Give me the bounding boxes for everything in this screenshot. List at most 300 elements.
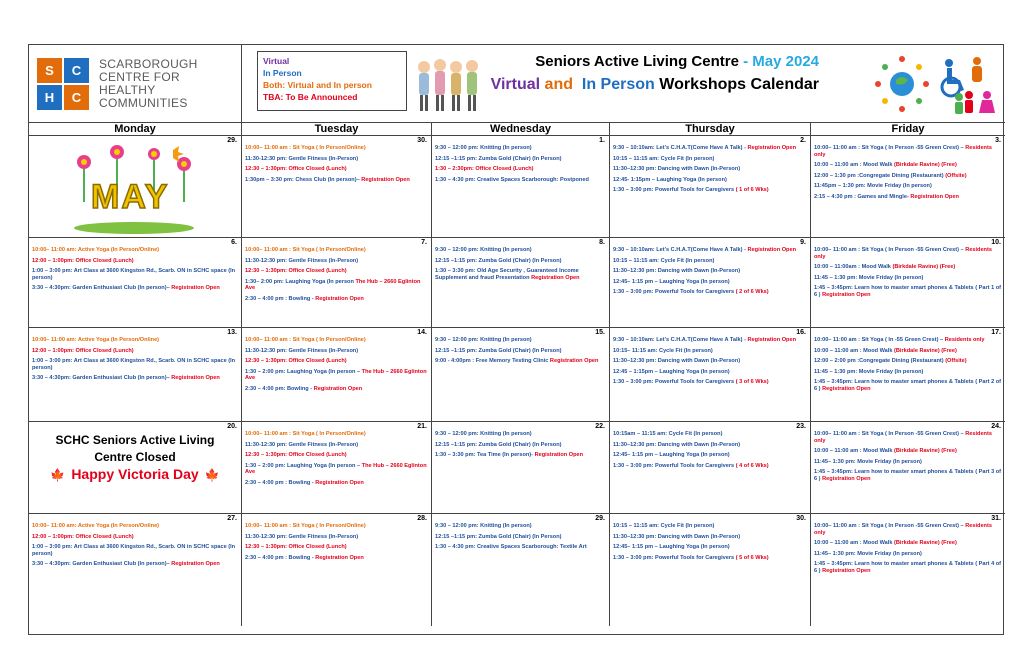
event-text: 12:45– 1:15 pm – Laughing Yoga (In person): [613, 452, 730, 459]
event-item: [245, 442, 428, 449]
event-highlight: ( 2 of 6 Wks): [735, 289, 769, 296]
day-number: 27.: [227, 515, 237, 522]
day-cell: [432, 238, 610, 328]
event-item: [245, 177, 428, 184]
event-text: 11:30–12:30 pm: Dancing with Dawn (In-Person): [613, 358, 741, 365]
event-highlight: Registration Open: [315, 479, 364, 486]
day-cell: [811, 422, 1005, 514]
event-text: 10:15am – 11:15 am: Cycle Fit (In person): [613, 431, 723, 437]
event-text: 12:30 – 1:30pm: Office Closed (Lunch): [245, 166, 347, 173]
holiday-greeting: [32, 466, 238, 484]
event-item: [245, 386, 428, 393]
event-highlight: Registration Open: [549, 358, 599, 365]
event-item: [32, 375, 238, 382]
org-name: [99, 58, 198, 110]
event-text: 9:30 – 12:00 pm: Knitting (In person): [435, 337, 532, 343]
day-number: 22.: [595, 423, 605, 430]
day-cell: [811, 238, 1005, 328]
day-cell: [242, 514, 432, 626]
day-cell: [242, 422, 432, 514]
event-list: [613, 431, 807, 469]
event-text: 10:00– 11:00 am : Sit Yoga ( In Person -55 Green Crest) –: [814, 523, 964, 529]
day-cell: [29, 238, 242, 328]
event-item: [245, 247, 428, 254]
event-list: [814, 247, 1002, 299]
event-list: [32, 523, 238, 568]
day-cell: [811, 328, 1005, 422]
event-item: [435, 258, 606, 265]
event-text: 1:00 – 3:00 pm: Art Class at 3600 Kingston Rd., Scarb. ON in SCHC space (In person): [32, 358, 236, 371]
title-virtual: Virtual: [490, 76, 541, 93]
day-number: 7.: [421, 239, 427, 246]
event-text: 10:00– 11:00 am : Sit Yoga ( In -55 Green Crest) –: [814, 337, 944, 343]
day-cell: [432, 514, 610, 626]
legend-in-person: In Person: [263, 68, 302, 78]
day-cell: [432, 136, 610, 238]
event-item: [814, 162, 1002, 169]
event-item: [814, 523, 1002, 536]
day-cell: [610, 238, 811, 328]
event-text: 1:00 – 3:00 pm: Art Class at 3600 Kingston Rd., Scarb. ON in SCHC space (In person): [32, 544, 236, 557]
event-item: [814, 540, 1002, 547]
day-number: 10.: [991, 239, 1001, 246]
event-item: [613, 369, 807, 376]
event-text: 11:45 – 1:30 pm: Movie Friday (In person): [814, 274, 924, 281]
event-item: [435, 358, 606, 365]
day-cell: [29, 422, 242, 514]
closure-line: SCHC Seniors Active Living: [55, 433, 215, 447]
event-highlight: The Hub – 2660 Eglinton Ave: [245, 278, 421, 292]
event-text: 12:15 –1:15 pm: Zumba Gold (Chair) (In Person): [435, 155, 562, 162]
day-number: 24.: [991, 423, 1001, 430]
event-item: [613, 166, 807, 173]
event-item: [814, 145, 1002, 158]
event-item: [814, 337, 1002, 344]
legend-tba: TBA: To Be Announced: [263, 92, 358, 102]
may-word-art: MAY: [91, 178, 170, 216]
event-item: [613, 358, 807, 365]
event-text: 1:00 – 3:00 pm: Art Class at 3600 Kingston Rd., Scarb. ON in SCHC space (In person): [32, 268, 236, 281]
event-list: [814, 145, 1002, 201]
event-text: 12:15 –1:15 pm: Zumba Gold (Chair) (In Person): [435, 533, 562, 540]
event-text: 12:30 – 1:30pm: Office Closed (Lunch): [245, 452, 347, 459]
event-item: [435, 177, 606, 184]
event-text: 2:30 – 4:00 pm : Bowling -: [245, 295, 314, 302]
event-text: 12:15 –1:15 pm: Zumba Gold (Chair) (In Person): [435, 257, 562, 264]
day-header-friday: Friday: [811, 123, 1005, 136]
event-text: 12:15 –1:15 pm: Zumba Gold (Chair) (In Person): [435, 347, 562, 354]
day-cell: [29, 136, 242, 238]
event-item: [613, 442, 807, 449]
event-highlight: Registration Open: [534, 452, 584, 459]
event-text: 11:45– 1:30 pm: Movie Friday (In person): [814, 550, 922, 557]
event-text: 9:00 - 4:00pm : Free Memory Testing Clinic: [435, 358, 549, 365]
day-number: 28.: [417, 515, 427, 522]
event-item: [814, 551, 1002, 558]
event-highlight: Registration Open: [822, 475, 871, 482]
day-number: 2.: [800, 137, 806, 144]
event-item: [613, 145, 807, 152]
event-item: [245, 337, 428, 344]
event-item: [32, 258, 238, 265]
event-item: [435, 523, 606, 530]
event-text: 10:00 – 11:00 am : Mood Walk: [814, 347, 893, 354]
day-cell: [610, 328, 811, 422]
event-item: [245, 145, 428, 152]
event-item: [32, 268, 238, 281]
event-list: [435, 337, 606, 365]
event-list: [435, 247, 606, 281]
event-item: [32, 534, 238, 541]
event-text: 2:30 – 4:00 pm : Bowling -: [245, 479, 314, 486]
event-item: [32, 358, 238, 371]
event-text: 12:00 – 1:00pm: Office Closed (Lunch): [32, 533, 134, 540]
day-number: 30.: [796, 515, 806, 522]
title-cell: [242, 45, 1005, 123]
day-number: 29.: [595, 515, 605, 522]
event-item: [32, 523, 238, 530]
day-cell: [29, 328, 242, 422]
logo-letter: C: [64, 58, 89, 83]
org-name-line: CENTRE FOR: [99, 69, 180, 84]
day-number: 8.: [599, 239, 605, 246]
event-highlight: (Offsite): [945, 358, 967, 365]
event-highlight: Registration Open: [315, 295, 364, 302]
event-item: [435, 156, 606, 163]
event-text: 12:45- 1:15pm – Laughing Yoga (In person): [613, 176, 727, 183]
title-month: May 2024: [752, 53, 819, 70]
day-header-tuesday: Tuesday: [242, 123, 432, 136]
event-highlight: Registration Open: [747, 337, 796, 343]
event-highlight: (Birkdale Ravine) (Free): [894, 448, 957, 455]
event-highlight: (Offsite): [945, 172, 967, 179]
event-text: 3:30 – 4:30pm: Garden Enthusiast Club (In person)–: [32, 561, 170, 568]
day-number: 16.: [796, 329, 806, 336]
event-item: [245, 431, 428, 438]
day-cell: [610, 136, 811, 238]
event-text: 10:00 – 11:00 am : Mood Walk: [814, 162, 893, 169]
event-text: 12:00 – 1:00pm: Office Closed (Lunch): [32, 347, 134, 354]
event-item: [814, 348, 1002, 355]
event-text: 9:30 – 10:10am: Let's C.H.A.T(Come Have A Talk) -: [613, 337, 746, 343]
event-text: 2:15 – 4:30 pm : Games and Mingle-: [814, 193, 909, 200]
event-text: 1:30pm – 3:30 pm: Chess Club (In person)–: [245, 176, 360, 183]
event-text: 12:15 –1:15 pm: Zumba Gold (Chair) (In Person): [435, 441, 562, 448]
event-item: [245, 258, 428, 265]
event-highlight: ( 5 of 6 Wks): [735, 554, 769, 561]
event-text: 10:00– 11:00 am : Sit Yoga ( In Person/Online): [245, 523, 366, 529]
closure-line: Centre Closed: [94, 450, 176, 464]
event-item: [613, 523, 807, 530]
event-text: 10:00 – 11:00 am : Mood Walk: [814, 448, 893, 455]
day-number: 21.: [417, 423, 427, 430]
day-header-monday: Monday: [29, 123, 242, 136]
event-list: [435, 431, 606, 459]
event-item: [32, 337, 238, 344]
event-text: 1:30 – 4:30 pm: Creative Spaces Scarborough: Textile Art: [435, 544, 587, 551]
day-number: 23.: [796, 423, 806, 430]
event-list: [814, 431, 1002, 483]
day-number: 1.: [599, 137, 605, 144]
day-number: 30.: [417, 137, 427, 144]
event-item: [245, 534, 428, 541]
event-text: 10:15 – 11:15 am: Cycle Fit (In person): [613, 523, 715, 529]
event-item: [435, 166, 606, 173]
event-text: 1:30 – 2:00 pm: Laughing Yoga (In person –: [245, 462, 361, 469]
event-item: [613, 431, 807, 438]
day-number: 3.: [995, 137, 1001, 144]
event-highlight: Residents only: [814, 247, 992, 260]
event-text: 1:30 – 3:30 pm: Tea Time (In person)-: [435, 452, 534, 459]
holiday-text: Happy Victoria Day: [71, 466, 199, 482]
event-text: 10:00– 11:00 am : Sit Yoga ( In Person/Online): [245, 431, 366, 437]
event-item: [814, 448, 1002, 455]
event-item: [32, 544, 238, 557]
calendar-grid: [28, 44, 1004, 635]
event-item: [435, 534, 606, 541]
event-text: 10:00 – 11:00 am : Mood Walk: [814, 540, 893, 547]
event-text: 10:00– 11:00 am : Sit Yoga ( In Person/Online): [245, 145, 366, 151]
title-centre: Seniors Active Living Centre: [535, 53, 739, 70]
logo-letter: C: [64, 85, 89, 110]
event-text: 12:30 – 1:30pm: Office Closed (Lunch): [245, 544, 347, 551]
event-item: [814, 459, 1002, 466]
event-item: [435, 544, 606, 551]
event-highlight: (Birkdale Ravine) (Free): [894, 540, 957, 547]
event-highlight: Residents only: [944, 337, 985, 343]
event-item: [245, 544, 428, 551]
event-text: 10:00– 11:00 am: Active Yoga (In Person/Online): [32, 523, 160, 529]
event-text: 1:30 – 3:00 pm: Powerful Tools for Caregivers: [613, 187, 735, 194]
event-text: 10:00– 11:00 am: Active Yoga (In Person/Online): [32, 247, 160, 253]
event-item: [613, 156, 807, 163]
event-highlight: Registration Open: [171, 375, 220, 382]
org-name-line: HEALTHY: [99, 82, 156, 97]
event-text: 1:45 – 3:45pm: Learn how to master smart phones & Tablets ( Part 2 of 6 ): [814, 379, 1002, 392]
event-item: [613, 289, 807, 296]
event-item: [613, 337, 807, 344]
may-flowers-illustration: [69, 142, 199, 234]
event-text: 10:00– 11:00 am : Sit Yoga ( In Person -55 Green Crest) –: [814, 247, 964, 253]
event-text: 12:45– 1:15 pm – Laughing Yoga (In person): [613, 544, 730, 551]
event-list: [613, 337, 807, 386]
event-highlight: Registration Open: [531, 274, 580, 281]
schc-logo: [37, 58, 89, 110]
event-item: [245, 358, 428, 365]
day-header-thursday: Thursday: [610, 123, 811, 136]
event-item: [32, 561, 238, 568]
event-text: 10:15 – 11:15 am: Cycle Fit (In person): [613, 155, 715, 162]
event-item: [435, 348, 606, 355]
day-number: 9.: [800, 239, 806, 246]
event-highlight: (Birkdale Ravine) (Free): [892, 264, 956, 271]
event-text: 11:30-12:30 pm: Gentle Fitness (In-Person): [245, 155, 359, 162]
event-text: 1:30– 2:00 pm: Laughing Yoga (In person: [245, 278, 354, 285]
event-list: [245, 247, 428, 303]
event-item: [814, 431, 1002, 444]
day-cell: [242, 238, 432, 328]
legend: [257, 51, 407, 111]
event-item: [245, 523, 428, 530]
event-item: [245, 348, 428, 355]
event-list: [32, 247, 238, 292]
event-text: 9:30 – 12:00 pm: Knitting (In person): [435, 247, 532, 253]
closure-notice: [32, 432, 238, 484]
event-highlight: Registration Open: [171, 285, 220, 292]
event-item: [32, 285, 238, 292]
day-number: 20.: [227, 423, 237, 430]
event-highlight: ( 1 of 6 Wks): [735, 187, 769, 194]
day-cell: [610, 422, 811, 514]
event-highlight: ( 4 of 6 Wks): [735, 462, 769, 469]
event-text: 1:30 – 3:00 pm: Powerful Tools for Caregivers: [613, 554, 735, 561]
event-highlight: Registration Open: [747, 145, 796, 151]
event-text: 12:00 – 1:30 pm :Congregate Dining (Restaurant): [814, 172, 944, 179]
event-item: [435, 452, 606, 459]
event-text: 1:45 – 3:45pm: Learn how to master smart phones & Tablets ( Part 3 of 6 ): [814, 469, 1002, 482]
event-list: [613, 145, 807, 194]
event-text: 11:30–12:30 pm: Dancing with Dawn (In-Person): [613, 166, 741, 173]
event-text: 9:30 – 12:00 pm: Knitting (In person): [435, 145, 532, 151]
day-cell: [242, 328, 432, 422]
seniors-group-icon: [414, 55, 484, 115]
event-highlight: Registration Open: [315, 554, 364, 561]
event-item: [613, 187, 807, 194]
page-title: [479, 45, 819, 94]
event-highlight: ( 3 of 6 Wks): [735, 379, 769, 386]
event-item: [613, 268, 807, 275]
event-item: [814, 285, 1002, 298]
event-item: [814, 264, 1002, 271]
event-text: 10:15– 11:15 am: Cycle Fit (In person): [613, 347, 713, 354]
event-list: [245, 337, 428, 393]
event-list: [245, 145, 428, 183]
event-text: 10:00– 11:00 am: Active Yoga (In Person/Online): [32, 337, 160, 343]
org-name-line: SCARBOROUGH: [99, 56, 198, 71]
event-highlight: Registration Open: [747, 247, 796, 253]
event-item: [245, 452, 428, 459]
event-item: [814, 561, 1002, 574]
event-text: 12:30 – 1:30pm: Office Closed (Lunch): [245, 358, 347, 365]
event-highlight: (Birkdale Ravine) (Free): [894, 162, 957, 169]
event-item: [613, 258, 807, 265]
event-text: 11:30–12:30 pm: Dancing with Dawn (In-Person): [613, 268, 741, 275]
day-number: 15.: [595, 329, 605, 336]
event-text: 10:00– 11:00 am : Sit Yoga ( In Person/Online): [245, 337, 366, 343]
event-text: 3:30 – 4:30pm: Garden Enthusiast Club (In person)–: [32, 285, 170, 292]
event-item: [613, 555, 807, 562]
event-text: 11:30–12:30 pm: Dancing with Dawn (In-Person): [613, 441, 741, 448]
event-item: [245, 480, 428, 487]
event-item: [32, 348, 238, 355]
event-item: [245, 369, 428, 382]
event-item: [245, 279, 428, 292]
maple-leaf-icon: 🍁: [204, 468, 220, 482]
event-text: 11:30-12:30 pm: Gentle Fitness (In-Person): [245, 257, 359, 264]
event-list: [245, 431, 428, 487]
event-list: [435, 523, 606, 551]
event-highlight: Residents only: [814, 523, 992, 536]
event-highlight: Registration Open: [361, 176, 410, 183]
day-header-wednesday: Wednesday: [432, 123, 610, 136]
event-text: 9:30 – 10:10am: Let's C.H.A.T(Come Have A Talk) -: [613, 247, 746, 253]
event-text: 12:45– 1:15 pm – Laughing Yoga (In person): [613, 278, 730, 285]
event-text: 12:00 – 1:00pm: Office Closed (Lunch): [32, 257, 134, 264]
event-highlight: (Birkdale Ravine) (Free): [894, 347, 957, 354]
event-item: [245, 156, 428, 163]
day-cell: [811, 136, 1005, 238]
day-number: 13.: [227, 329, 237, 336]
event-text: 11:30-12:30 pm: Gentle Fitness (In-Person): [245, 347, 359, 354]
event-text: 11:30-12:30 pm: Gentle Fitness (In-Person): [245, 441, 359, 448]
event-text: 1:30 – 2:00 pm: Laughing Yoga (In person –: [245, 368, 361, 375]
event-text: 10:00– 11:00 am : Sit Yoga ( In Person -55 Green Crest) –: [814, 431, 964, 437]
logo-letter: H: [37, 85, 62, 110]
event-item: [814, 358, 1002, 365]
event-item: [613, 452, 807, 459]
event-highlight: Registration Open: [910, 193, 959, 200]
event-text: 11:45 – 1:30 pm: Movie Friday (In person): [814, 368, 924, 375]
day-number: 6.: [231, 239, 237, 246]
event-text: 10:00 – 11:00am : Mood Walk: [814, 264, 891, 271]
event-text: 12:45 – 1:15pm – Laughing Yoga (In person): [613, 368, 730, 375]
event-text: 2:30 – 4:00 pm : Bowling -: [245, 554, 314, 561]
event-list: [435, 145, 606, 183]
day-cell: [242, 136, 432, 238]
event-text: 10:15 – 11:15 am: Cycle Fit (In person): [613, 257, 715, 264]
logo-letter: S: [37, 58, 62, 83]
day-cell: [610, 514, 811, 626]
event-text: 9:30 – 12:00 pm: Knitting (In person): [435, 523, 532, 529]
event-text: 3:30 – 4:30pm: Garden Enthusiast Club (In person)–: [32, 375, 170, 382]
event-highlight: Registration Open: [822, 291, 871, 298]
title-workshops: Workshops Calendar: [659, 76, 819, 93]
event-item: [814, 194, 1002, 201]
event-text: 10:00– 11:00 am : Sit Yoga ( In Person/Online): [245, 247, 366, 253]
event-text: 2:30 – 4:00 pm: Bowling -: [245, 385, 313, 392]
event-item: [613, 348, 807, 355]
event-text: 1:30 – 3:00 pm: Powerful Tools for Caregivers: [613, 462, 735, 469]
event-text: 11:45pm – 1:30 pm: Movie Friday (In person): [814, 183, 932, 190]
event-item: [613, 177, 807, 184]
event-item: [245, 463, 428, 476]
day-cell: [29, 514, 242, 626]
event-item: [435, 268, 606, 281]
event-item: [245, 296, 428, 303]
event-highlight: Registration Open: [822, 567, 871, 574]
event-item: [245, 555, 428, 562]
event-text: 11:45– 1:30 pm: Movie Friday (In person): [814, 458, 922, 465]
event-item: [32, 247, 238, 254]
day-cell: [432, 328, 610, 422]
event-item: [814, 183, 1002, 190]
event-item: [814, 469, 1002, 482]
day-cell: [432, 422, 610, 514]
event-highlight: Residents only: [814, 145, 992, 158]
day-number: 14.: [417, 329, 427, 336]
event-text: 11:30–12:30 pm: Dancing with Dawn (In-Person): [613, 533, 741, 540]
event-list: [245, 523, 428, 561]
event-highlight: Registration Open: [822, 385, 871, 392]
legend-virtual: Virtual: [263, 56, 290, 66]
event-item: [814, 369, 1002, 376]
event-item: [245, 268, 428, 275]
day-number: 31.: [991, 515, 1001, 522]
event-text: 1:30 – 3:30 pm: Old Age Security , Guaranteed Income Supplement and fraud Presentation: [435, 268, 579, 281]
event-item: [435, 145, 606, 152]
event-item: [435, 431, 606, 438]
title-and: and: [544, 76, 573, 93]
